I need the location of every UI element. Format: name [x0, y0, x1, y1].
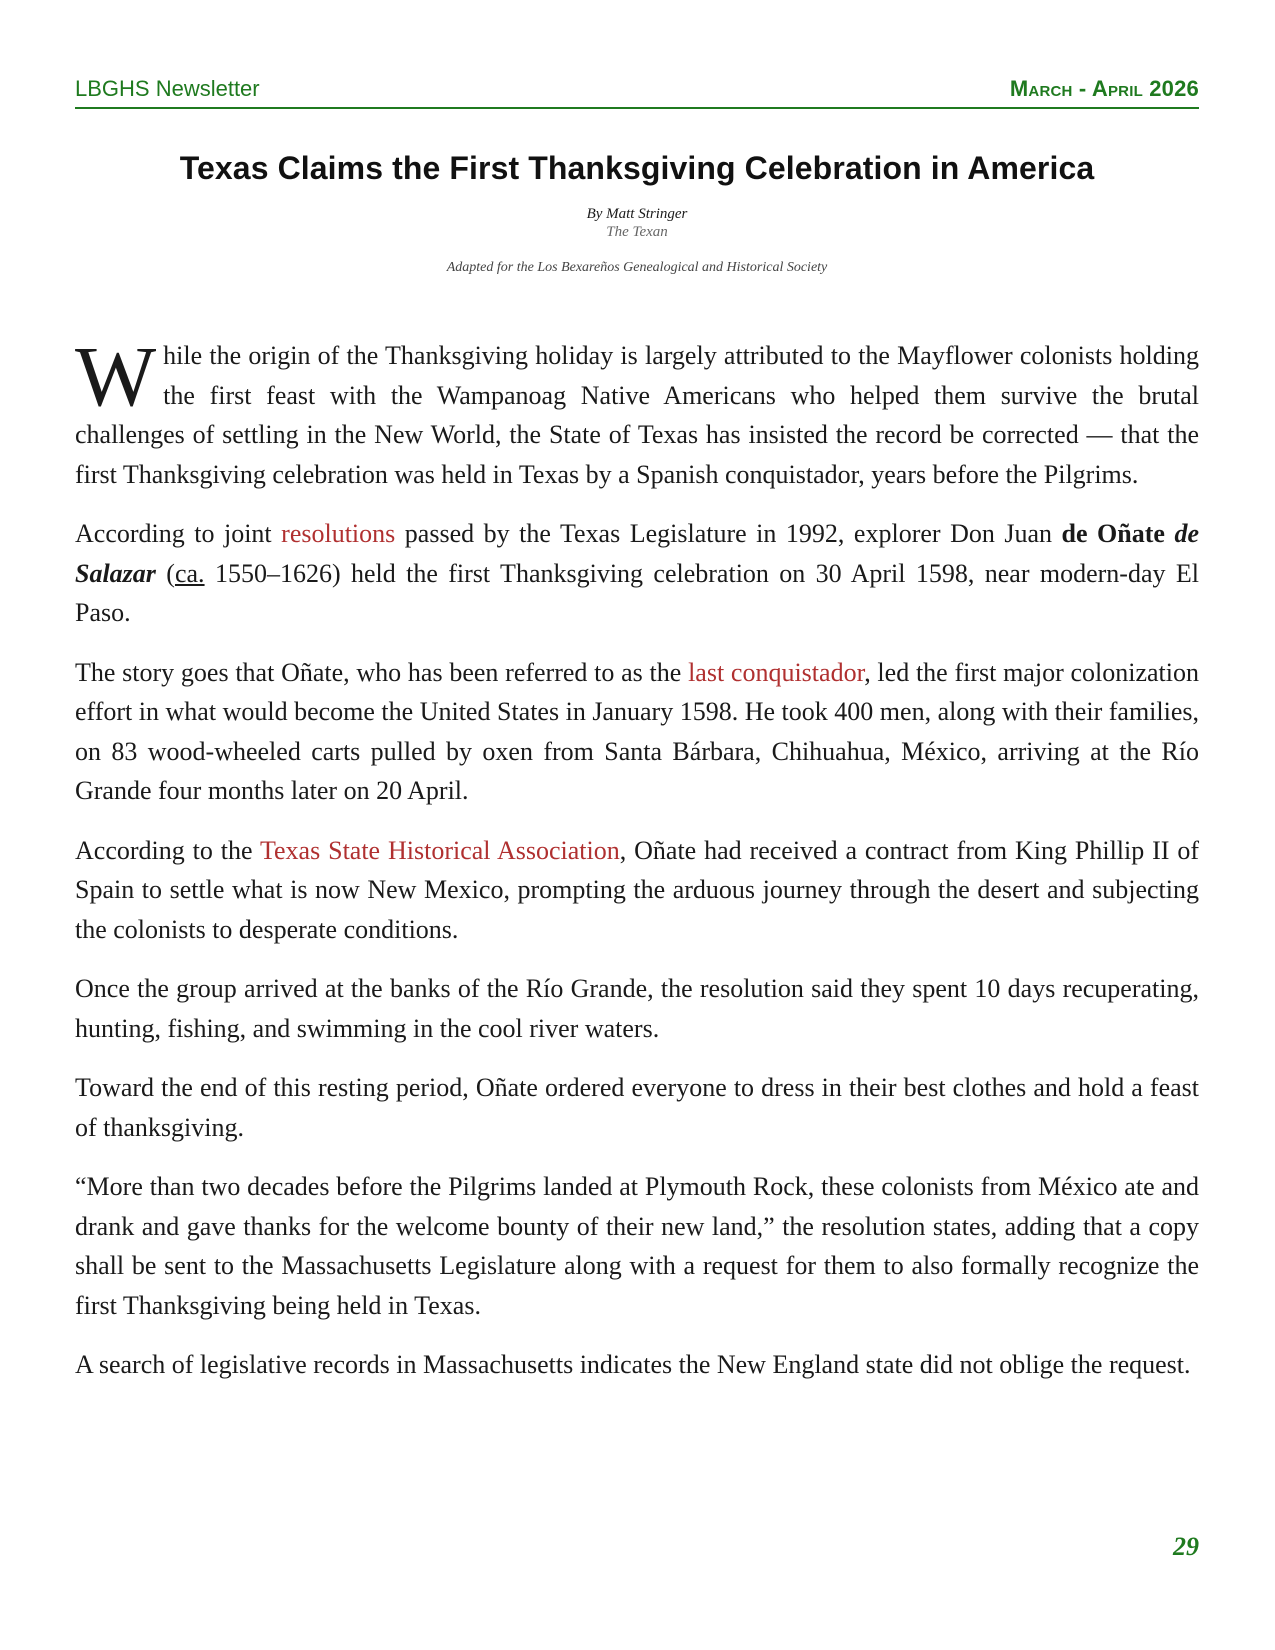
- paragraph-2-text-c: (: [155, 558, 175, 588]
- article-title: Texas Claims the First Thanksgiving Celebration in America: [179, 150, 1095, 186]
- paragraph-6: Toward the end of this resting period, Oñate ordered everyone to dress in their best clothes and hold a feast of thanksgiving.: [75, 1073, 1199, 1142]
- circa-abbreviation: ca.: [174, 558, 205, 588]
- page-header: [75, 74, 1199, 109]
- byline-block: [75, 205, 1199, 241]
- paragraph-1: [75, 328, 1199, 494]
- paragraph-3: [75, 653, 1199, 811]
- paragraph-4: [75, 831, 1199, 950]
- name-de-salazar: de Salazar: [75, 519, 1199, 588]
- paragraph-2-text-b: passed by the Texas Legislature in 1992, explorer Don Juan: [395, 519, 1062, 548]
- paragraph-4-text-b: , Oñate had received a contract from King Phillip II of Spain to settle what is now New Mexico, prompting the arduous journey through the desert and subjecting the colonists to desperate conditions.: [75, 835, 1200, 944]
- name-de-onate: de Oñate: [1061, 519, 1165, 548]
- resolutions-link[interactable]: resolutions: [281, 519, 396, 548]
- tsha-link[interactable]: Texas State Historical Association: [259, 835, 620, 865]
- drop-cap: W: [75, 328, 157, 424]
- paragraph-2-text-d: 1550–1626) held the first Thanksgiving celebration on 30 April 1598, near modern-day El Paso.: [75, 558, 1199, 627]
- last-conquistador-link[interactable]: last conquistador: [688, 657, 865, 687]
- page-number: 29: [1173, 1532, 1199, 1561]
- adapted-note: Adapted for the Los Bexareños Genealogical and Historical Society: [446, 260, 828, 275]
- paragraph-1-text: hile the origin of the Thanksgiving holiday is largely attributed to the Mayflower colonists holding the first feast with the Wampanoag Native Americans who helped them survive the brutal challenges of settling in the New World, the State of Texas has insisted the record be corrected — that the first Thanksgiving celebration was held in Texas by a Spanish conquistador, years before the Pilgrims.: [75, 341, 1199, 489]
- paragraph-3-text-b: , led the first major colonization effort in what would become the United States in January 1598. He took 400 men, along with their families, on 83 wood-wheeled carts pulled by oxen from Santa Bárbara, Chihuahua, México, arriving at the Río Grande four months later on 20 April.: [75, 657, 1200, 805]
- paragraph-4-text-a: According to the: [75, 835, 260, 865]
- publication-name: The Texan: [606, 224, 668, 240]
- paragraph-2-text-a: According to joint: [75, 519, 282, 548]
- paragraph-2: [75, 514, 1199, 633]
- newsletter-name: LBGHS Newsletter: [75, 76, 260, 101]
- author-byline: By Matt Stringer: [586, 206, 688, 222]
- paragraph-3-text-a: The story goes that Oñate, who has been referred to as the: [75, 657, 689, 687]
- article-body: [75, 328, 1200, 1405]
- paragraph-8: A search of legislative records in Massachusetts indicates the New England state did not oblige the request.: [75, 1350, 1191, 1379]
- issue-date: March - April 2026: [1009, 76, 1199, 101]
- paragraph-5: Once the group arrived at the banks of the Río Grande, the resolution said they spent 10 days recuperating, hunting, fishing, and swimming in the cool river waters.: [75, 974, 1199, 1043]
- paragraph-7: “More than two decades before the Pilgrims landed at Plymouth Rock, these colonists from México ate and drank and gave thanks for the welcome bounty of their new land,” the resolution states, adding that a copy shall be sent to the Massachusetts Legislature along with a request for them to also formally recognize the first Thanksgiving being held in Texas.: [75, 1172, 1199, 1320]
